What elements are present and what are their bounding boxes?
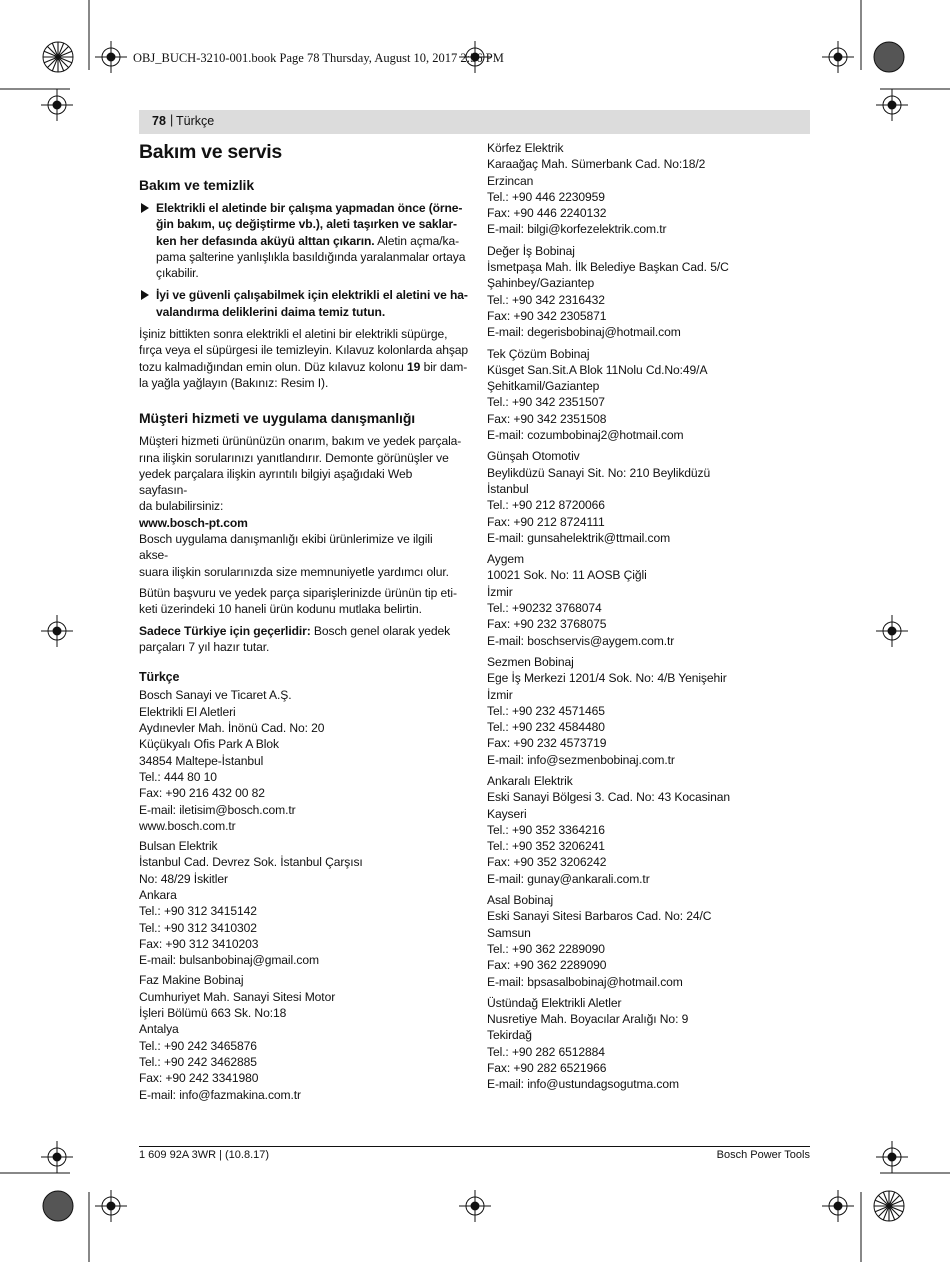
website-link[interactable]: www.bosch-pt.com: [139, 515, 248, 530]
text-line: Fax: +90 216 432 00 82: [139, 786, 265, 801]
text-run: fırça veya el süpürgesi ile temizleyin. Kılavuz kolonlarda ahşap: [139, 343, 469, 358]
text-line: Eski Sanayi Bölgesi 3. Cad. No: 43 Kocasinan: [487, 790, 730, 805]
text-line: İstanbul Cad. Devrez Sok. İstanbul Çarşısı: [139, 855, 363, 870]
footer-brand: Bosch Power Tools: [716, 1149, 810, 1161]
text-line: Tel.: +90 242 3462885: [139, 1054, 257, 1069]
company-name: Tek Çözüm Bobinaj: [487, 346, 590, 361]
text-line: Nusretiye Mah. Boyacılar Aralığı No: 9: [487, 1012, 689, 1027]
text-line[interactable]: www.bosch.com.tr: [139, 818, 236, 833]
address-block: [487, 346, 811, 444]
text-line: Beylikdüzü Sanayi Sit. No: 210 Beylikdüzü: [487, 465, 711, 480]
text-line: 10021 Sok. No: 11 AOSB Çiğli: [487, 568, 647, 583]
bullet-triangle-icon: [141, 203, 149, 213]
bold-run: 19: [407, 359, 421, 374]
bold-run: valandırma deliklerini daima temiz tutun.: [156, 304, 386, 319]
text-line: Tel.: +90 212 8720066: [487, 498, 605, 513]
text-line[interactable]: E-mail: gunsahelektrik@ttmail.com: [487, 530, 671, 545]
text-line[interactable]: E-mail: bpsasalbobinaj@hotmail.com: [487, 974, 683, 989]
text-line: No: 48/29 İskitler: [139, 871, 228, 886]
text-line: İsmetpaşa Mah. İlk Belediye Başkan Cad. 5/C: [487, 260, 729, 275]
left-column: [139, 140, 469, 1107]
text-line: İstanbul: [487, 481, 529, 496]
company-name: Aygem: [487, 552, 524, 567]
text-line: Şehitkamil/Gaziantep: [487, 379, 600, 394]
text-line: 34854 Maltepe-İstanbul: [139, 753, 264, 768]
text-line: Tel.: +90 312 3410302: [139, 920, 257, 935]
text-line: [156, 265, 463, 281]
text-line: [139, 359, 468, 375]
footer-rule: [139, 1146, 810, 1147]
text-line: Eski Sanayi Sitesi Barbaros Cad. No: 24/C: [487, 909, 712, 924]
text-line: Fax: +90 282 6521966: [487, 1061, 607, 1076]
cleaning-paragraph: [139, 326, 469, 391]
order-paragraph: [139, 585, 463, 618]
text-line: [156, 287, 468, 303]
text-line: Fax: +90 312 3410203: [139, 936, 259, 951]
text-line[interactable]: E-mail: gunay@ankarali.com.tr: [487, 871, 650, 886]
turkey-paragraph: [139, 623, 463, 656]
text-line: [139, 342, 469, 358]
bullet-text: [156, 200, 466, 281]
text-line: Fax: +90 232 3768075: [487, 617, 607, 632]
page-number: 78: [152, 114, 166, 128]
text-line: Bosch uygulama danışmanlığı ekibi ürünlerimize ve ilgili akse-: [139, 532, 433, 563]
company-name: Bulsan Elektrik: [139, 839, 218, 854]
right-column: [487, 140, 811, 1098]
text-line: [156, 233, 463, 249]
text-line: Küçükyalı Ofis Park A Blok: [139, 737, 279, 752]
consultation-paragraph: [139, 531, 463, 580]
text-line: Tel.: +90 342 2351507: [487, 395, 605, 410]
bold-run: İyi ve güvenli çalışabilmek için elektrikli el aletini ve ha-: [156, 288, 468, 303]
text-line: Tel.: +90 352 3364216: [487, 822, 605, 837]
text-line: [139, 326, 463, 342]
text-line: Tel.: +90 446 2230959: [487, 189, 605, 204]
text-run: parçaları 7 yıl hazır tutar.: [139, 639, 270, 654]
safety-bullet-2: [139, 287, 468, 320]
text-line: [139, 623, 463, 639]
text-line: İzmir: [487, 687, 513, 702]
text-run: çıkabilir.: [156, 266, 199, 281]
text-line: Tel.: 444 80 10: [139, 769, 217, 784]
bold-run: Elektrikli el aletinde bir çalışma yapmadan önce (örne-: [156, 201, 463, 215]
company-name: Üstündağ Elektrikli Aletler: [487, 995, 622, 1010]
text-line: İşleri Bölümü 663 Sk. No:18: [139, 1006, 287, 1021]
text-line: [156, 249, 466, 265]
text-line: [139, 639, 463, 655]
address-block: [487, 773, 811, 887]
company-name: Asal Bobinaj: [487, 893, 554, 908]
text-line[interactable]: E-mail: info@sezmenbobinaj.com.tr: [487, 752, 675, 767]
text-line: Tel.: +90 352 3206241: [487, 839, 605, 854]
text-line: Şahinbey/Gaziantep: [487, 276, 595, 291]
company-name: Günşah Otomotiv: [487, 449, 580, 464]
address-block: [487, 551, 811, 649]
text-line: Kayseri: [487, 806, 527, 821]
address-block: [139, 687, 463, 834]
text-line[interactable]: E-mail: iletisim@bosch.com.tr: [139, 802, 296, 817]
address-block: [487, 448, 811, 546]
company-name: Faz Makine Bobinaj: [139, 973, 244, 988]
header-language: Türkçe: [176, 114, 215, 128]
text-line: Ege İş Merkezi 1201/4 Sok. No: 4/B Yenişehir: [487, 671, 727, 686]
address-block: [139, 972, 463, 1102]
text-line: Erzincan: [487, 173, 534, 188]
text-line: Müşteri hizmeti ürününüzün onarım, bakım ve yedek parçala-: [139, 434, 462, 449]
text-run: tozu kalmadığından emin olun. Düz kılavuz kolonu: [139, 359, 408, 374]
company-name: Bosch Sanayi ve Ticaret A.Ş.: [139, 688, 292, 703]
company-name: Sezmen Bobinaj: [487, 654, 574, 669]
header-separator: |: [170, 113, 174, 127]
page-header: [139, 110, 810, 134]
text-line: Fax: +90 342 2305871: [487, 308, 607, 323]
bullet-text: [156, 287, 468, 320]
text-line[interactable]: E-mail: info@ustundagsogutma.com: [487, 1077, 679, 1092]
text-line: [139, 375, 463, 391]
footer-part-number: 1 609 92A 3WR | (10.8.17): [139, 1149, 270, 1161]
text-line: Tel.: +90 312 3415142: [139, 904, 257, 919]
text-line[interactable]: E-mail: cozumbobinaj2@hotmail.com: [487, 428, 684, 443]
address-block: [487, 243, 811, 341]
service-paragraph: [139, 433, 463, 514]
text-line: Elektrikli El Aletleri: [139, 704, 236, 719]
country-heading: Türkçe: [139, 670, 180, 685]
address-block: [139, 838, 463, 968]
address-block: [487, 140, 811, 238]
section-title: Bakım ve servis: [139, 141, 282, 163]
text-line: Karaağaç Mah. Sümerbank Cad. No:18/2: [487, 157, 706, 172]
text-line: Antalya: [139, 1022, 179, 1037]
text-line: Tel.: +90 242 3465876: [139, 1038, 257, 1053]
text-line: [156, 200, 463, 216]
text-line: keti üzerindeki 10 haneli ürün kodunu mutlaka belirtin.: [139, 602, 422, 617]
text-line: Tel.: +90 232 4571465: [487, 703, 605, 718]
text-line: İzmir: [487, 584, 513, 599]
text-line[interactable]: E-mail: bulsanbobinaj@gmail.com: [139, 953, 319, 968]
text-line: yedek parçalara ilişkin ayrıntılı bilgiyi aşağıdaki Web sayfasın-: [139, 466, 413, 498]
care-heading: Bakım ve temizlik: [139, 177, 255, 193]
service-heading: Müşteri hizmeti ve uygulama danışmanlığı: [139, 410, 416, 427]
address-block: [487, 892, 811, 990]
company-name: Ankaralı Elektrik: [487, 773, 573, 788]
text-line: Cumhuriyet Mah. Sanayi Sitesi Motor: [139, 989, 336, 1004]
text-line: Fax: +90 232 4573719: [487, 736, 607, 751]
text-run: Bosch genel olarak yedek: [310, 623, 451, 638]
text-line: Bütün başvuru ve yedek parça siparişlerinizde ürünün tip eti-: [139, 585, 457, 600]
bold-run: ken her defasında aküyü alttan çıkarın.: [156, 233, 375, 248]
text-line: Tekirdağ: [487, 1028, 532, 1043]
text-line: rına ilişkin sorularınızı yanıtlandırır. Demonte görünüşler ve: [139, 450, 449, 465]
address-block: [487, 995, 811, 1093]
text-line: Tel.: +90 342 2316432: [487, 292, 605, 307]
text-run: la yağla yağlayın (Bakınız: Resim I).: [139, 375, 329, 390]
text-line: Tel.: +90232 3768074: [487, 601, 602, 616]
text-line: Fax: +90 212 8724111: [487, 514, 605, 529]
text-run: bir dam-: [420, 359, 468, 374]
text-line: Fax: +90 342 2351508: [487, 411, 607, 426]
text-line: Fax: +90 446 2240132: [487, 206, 607, 221]
text-line: da bulabilirsiniz:: [139, 499, 224, 514]
text-line: Fax: +90 362 2289090: [487, 958, 607, 973]
text-line: Ankara: [139, 887, 177, 902]
text-line[interactable]: E-mail: boschservis@aygem.com.tr: [487, 633, 675, 648]
text-line[interactable]: E-mail: bilgi@korfezelektrik.com.tr: [487, 222, 667, 237]
text-run: pama şalterine yanlışlıkla basıldığında yaralanmalar ortaya: [156, 249, 466, 264]
company-name: Değer İş Bobinaj: [487, 243, 575, 258]
text-line: [156, 216, 463, 232]
text-line: Samsun: [487, 925, 531, 940]
bold-run: ğin bakım, uç değiştirme vb.), aleti taşırken ve saklar-: [156, 217, 457, 232]
text-run: İşiniz bittikten sonra elektrikli el aletini bir elektrikli süpürge,: [139, 327, 448, 342]
safety-bullet-1: [139, 200, 466, 281]
bold-run: Sadece Türkiye için geçerlidir:: [139, 623, 311, 638]
text-line[interactable]: E-mail: degerisbobinaj@hotmail.com: [487, 325, 681, 340]
text-line: Aydınevler Mah. İnönü Cad. No: 20: [139, 721, 325, 736]
text-line[interactable]: E-mail: info@fazmakina.com.tr: [139, 1087, 301, 1102]
text-line: Tel.: +90 362 2289090: [487, 941, 605, 956]
print-slug-line: OBJ_BUCH-3210-001.book Page 78 Thursday, August 10, 2017 2:56 PM: [133, 51, 504, 65]
address-block: [487, 654, 811, 768]
bullet-triangle-icon: [141, 290, 149, 300]
company-name: Körfez Elektrik: [487, 141, 564, 155]
text-line: Küsget San.Sit.A Blok 11Nolu Cd.No:49/A: [487, 362, 708, 377]
text-line: Fax: +90 352 3206242: [487, 855, 607, 870]
text-run: Aletin açma/ka-: [374, 233, 460, 248]
text-line: suara ilişkin sorularınızda size memnuniyetle yardımcı olur.: [139, 564, 449, 579]
text-line: [156, 304, 463, 320]
text-line: Fax: +90 242 3341980: [139, 1071, 259, 1086]
text-line: Tel.: +90 232 4584480: [487, 720, 605, 735]
text-line: Tel.: +90 282 6512884: [487, 1044, 605, 1059]
